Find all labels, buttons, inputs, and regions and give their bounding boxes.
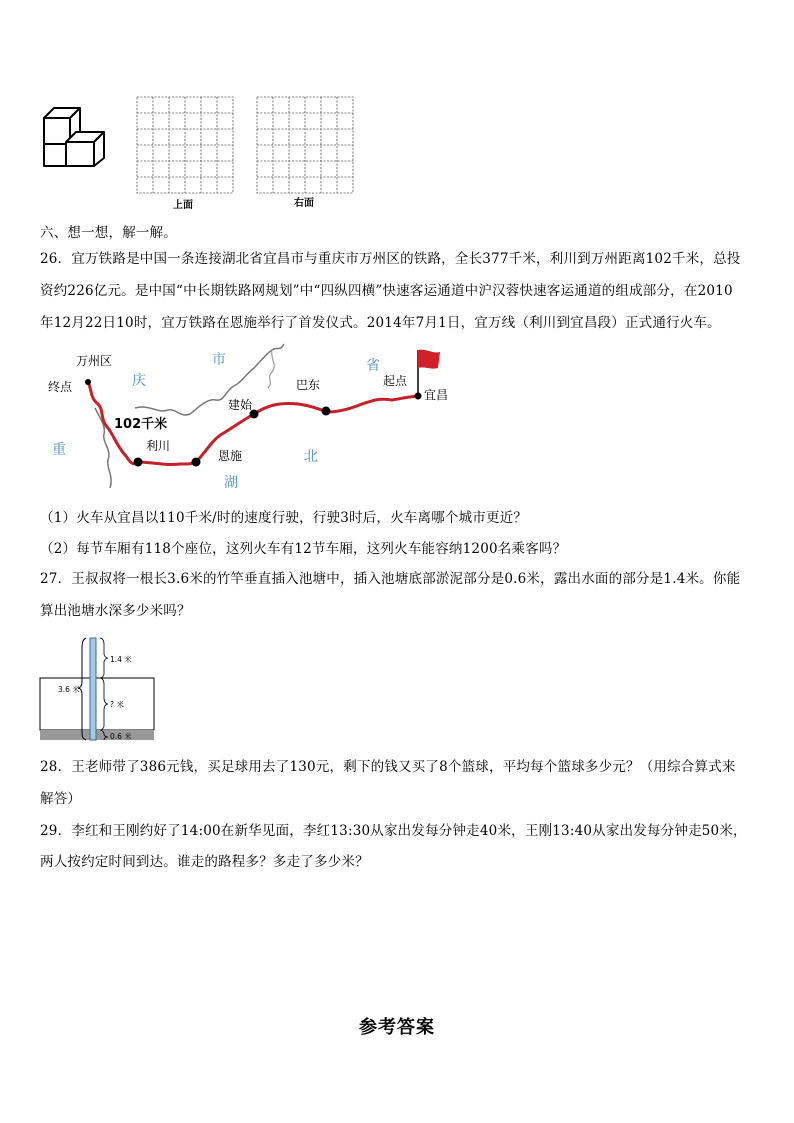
map-region-shi: 市 bbox=[212, 352, 226, 368]
top-view-grid bbox=[136, 96, 234, 196]
q28-line2: 解答） bbox=[40, 791, 82, 807]
bamboo-pole bbox=[90, 638, 96, 740]
station-lichuan-dot bbox=[134, 458, 143, 467]
pond-total-label: 3.6 米 bbox=[58, 685, 80, 694]
q26-sub1: （1）火车从宜昌以110千米/时的速度行驶，行驶3时后，火车离哪个城市更近？ bbox=[40, 510, 528, 526]
map-label-lichuan: 利川 bbox=[146, 439, 171, 453]
q26-line2: 资约226亿元。是中国“中长期铁路网规划”中“四纵四横”快速客运通道中沪汉蓉快速客运通道的组成部分，在2010 bbox=[40, 283, 733, 299]
flag-icon bbox=[418, 350, 440, 369]
map-label-start: 起点 bbox=[383, 374, 408, 388]
map-label-jianshi: 建始 bbox=[228, 398, 253, 412]
station-wanzhou-dot bbox=[85, 379, 91, 385]
map-region-zhong: 重 bbox=[52, 442, 66, 458]
pond-water-label: ? 米 bbox=[110, 700, 124, 709]
map-region-chong: 庆 bbox=[132, 373, 146, 389]
pond-above-label: 1.4 米 bbox=[110, 655, 132, 664]
q27-line1: 27．王叔叔将一根长3.6米的竹竿垂直插入池塘中，插入池塘底部淤泥部分是0.6米，露出水面的部分是1.4米。你能 bbox=[40, 571, 741, 587]
map-label-distance: 102千米 bbox=[114, 417, 168, 432]
station-badong-dot bbox=[322, 407, 331, 416]
q28-line1: 28．王老师带了386元钱，买足球用去了130元，剩下的钱又买了8个篮球，平均每个篮球多少元？（用综合算式来 bbox=[40, 759, 736, 775]
map-region-bei: 北 bbox=[304, 449, 318, 465]
station-x-dot bbox=[192, 458, 201, 467]
map-label-badong: 巴东 bbox=[296, 378, 321, 392]
q26-line1: 26．宜万铁路是中国一条连接湖北省宜昌市与重庆市万州区的铁路，全长377千米，利川到万州距离102千米，总投 bbox=[40, 251, 741, 267]
q26-line3: 年12月22日10时，宜万铁路在恩施举行了首发仪式。2014年7月1日，宜万线（利川到宜昌段）正式通行火车。 bbox=[40, 315, 721, 331]
q26-sub2: （2）每节车厢有118个座位，这列火车有12节车厢，这列火车能容纳1200名乘客吗？ bbox=[40, 541, 567, 557]
q29-line1: 29．李红和王刚约好了14:00在新华见面，李红13:30从家出发每分钟走40米，王刚13:40从家出发每分钟走50米， bbox=[40, 823, 747, 839]
right-view-label: 右面 bbox=[294, 198, 314, 209]
cube-figure bbox=[40, 104, 112, 170]
map-label-wanzhou: 万州区 bbox=[76, 354, 113, 368]
map-region-sheng: 省 bbox=[366, 358, 380, 374]
section-heading: 六、想一想，解一解。 bbox=[40, 225, 177, 241]
pond-mud bbox=[40, 730, 154, 740]
map-label-terminal: 终点 bbox=[48, 380, 73, 394]
map-label-enshi: 恩施 bbox=[218, 449, 243, 463]
answers-title: 参考答案 bbox=[359, 1017, 435, 1038]
top-view-label: 上面 bbox=[173, 200, 193, 211]
pond-mud-label: 0.6 米 bbox=[110, 732, 132, 741]
map-label-yichang: 宜昌 bbox=[424, 388, 449, 402]
q29-line2: 两人按约定时间到达。谁走的路程多？多走了多少米？ bbox=[40, 854, 369, 870]
pond-figure bbox=[38, 636, 158, 742]
map-region-hu: 湖 bbox=[224, 475, 238, 491]
q27-line2: 算出池塘水深多少米吗？ bbox=[40, 603, 191, 619]
right-view-grid bbox=[256, 96, 354, 196]
